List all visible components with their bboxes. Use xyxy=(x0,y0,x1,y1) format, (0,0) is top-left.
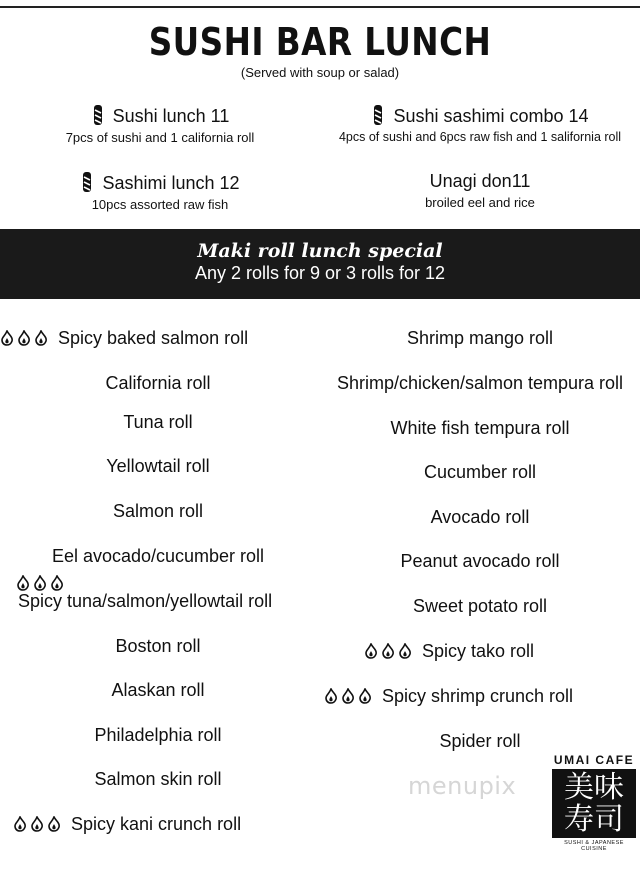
logo-name: UMAI CAFE xyxy=(553,753,635,767)
lunch-item-sushi-sashimi-combo xyxy=(320,104,640,144)
menu-title: SUSHI BAR LUNCH xyxy=(148,20,492,64)
roll-item: Salmon roll xyxy=(112,501,204,521)
special-subtitle: Any 2 rolls for 9 or 3 rolls for 12 xyxy=(194,263,446,283)
logo-tagline: SUSHI & JAPANESE CUISINE xyxy=(564,840,624,852)
watermark: menupix xyxy=(408,772,517,800)
roll-item: Tuna roll xyxy=(123,412,193,432)
roll-item: Sweet potato roll xyxy=(412,596,548,616)
roll-item: Boston roll xyxy=(115,636,201,656)
flame-icon xyxy=(34,330,48,346)
sushi-icon xyxy=(371,104,385,126)
sushi-icon xyxy=(80,171,94,193)
special-banner xyxy=(0,229,640,299)
lunch-item-unagi-don xyxy=(320,171,640,210)
flame-icon xyxy=(358,688,372,704)
roll-item: Peanut avocado roll xyxy=(400,551,560,571)
lunch-item-name: Sushi sashimi combo 14 xyxy=(393,106,589,126)
roll-item: White fish tempura roll xyxy=(390,418,570,438)
roll-name: Spicy shrimp crunch roll xyxy=(382,686,574,706)
roll-name: Spicy kani crunch roll xyxy=(71,814,242,834)
roll-item: Alaskan roll xyxy=(111,680,205,700)
roll-item: California roll xyxy=(105,373,211,393)
menu-subtitle: (Served with soup or salad) xyxy=(240,65,400,80)
flame-icon xyxy=(0,330,14,346)
lunch-item-desc: 4pcs of sushi and 6pcs raw fish and 1 salifornia roll xyxy=(338,130,622,144)
roll-item xyxy=(13,814,241,835)
lunch-item-sushi xyxy=(0,104,320,145)
roll-item: Spider roll xyxy=(439,731,521,751)
flame-icon xyxy=(47,816,61,832)
lunch-item-desc: broiled eel and rice xyxy=(425,195,535,210)
flame-icon xyxy=(324,688,338,704)
flame-icon xyxy=(398,643,412,659)
roll-item: Avocado roll xyxy=(430,507,530,527)
top-rule xyxy=(0,6,640,8)
flame-icon xyxy=(364,643,378,659)
flame-icon xyxy=(381,643,395,659)
umai-cafe-logo xyxy=(552,753,636,852)
roll-item xyxy=(364,641,534,662)
flame-icon xyxy=(13,816,27,832)
roll-item: Eel avocado/cucumber roll xyxy=(51,546,265,566)
special-title: Maki roll lunch special xyxy=(197,240,443,262)
lunch-item-desc: 7pcs of sushi and 1 california roll xyxy=(65,130,255,145)
roll-name: Spicy tako roll xyxy=(422,641,535,661)
roll-item: Cucumber roll xyxy=(423,462,537,482)
roll-item: Spicy tuna/salmon/yellowtail roll xyxy=(18,591,273,611)
roll-item: Shrimp/chicken/salmon tempura roll xyxy=(336,373,624,393)
lunch-item-desc: 10pcs assorted raw fish xyxy=(91,197,229,212)
roll-item xyxy=(0,328,248,349)
flame-icon xyxy=(17,330,31,346)
flame-icon xyxy=(33,575,47,591)
flame-icon xyxy=(341,688,355,704)
lunch-item-name: Sashimi lunch 12 xyxy=(102,173,240,193)
spicy-flames xyxy=(13,814,64,835)
logo-kanji-box xyxy=(552,769,636,838)
lunch-item-name: Sushi lunch 11 xyxy=(112,106,230,126)
roll-item xyxy=(324,686,573,707)
flame-icon xyxy=(30,816,44,832)
flame-icon xyxy=(16,575,30,591)
roll-name: Spicy baked salmon roll xyxy=(58,328,249,348)
logo-kanji-bottom: 寿司 xyxy=(564,802,624,837)
roll-item: Yellowtail roll xyxy=(106,456,210,476)
roll-item: Salmon skin roll xyxy=(94,769,222,789)
sushi-icon xyxy=(91,104,105,126)
spicy-flames xyxy=(0,328,51,349)
lunch-item-sashimi xyxy=(0,171,320,212)
roll-item: Shrimp mango roll xyxy=(406,328,554,348)
logo-kanji-top: 美味 xyxy=(564,770,624,805)
roll-item: Philadelphia roll xyxy=(94,725,222,745)
lunch-item-name: Unagi don11 xyxy=(429,171,531,191)
spicy-flames xyxy=(364,641,415,662)
spicy-flames xyxy=(324,686,375,707)
flame-icon xyxy=(50,575,64,591)
